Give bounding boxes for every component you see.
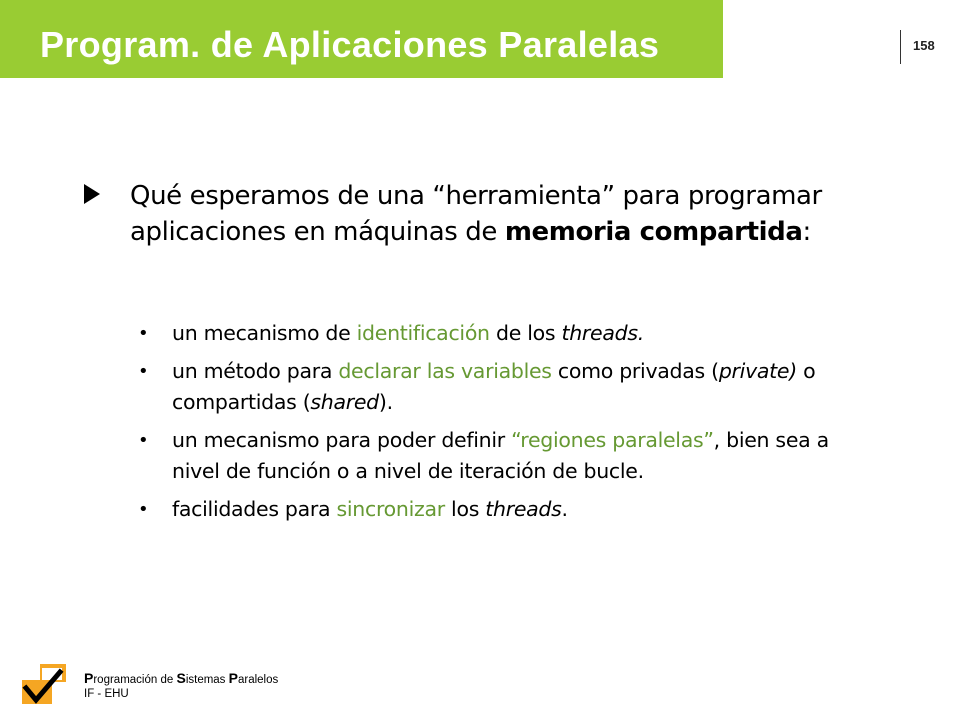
triangle-bullet-icon	[84, 184, 100, 204]
page-number: 158	[913, 38, 935, 53]
main-point-text: Qué esperamos de una “herramienta” para programar aplicaciones en máquinas de	[130, 181, 822, 247]
item-italic: private)	[718, 359, 797, 383]
item-highlight: declarar las variables	[338, 359, 552, 383]
item-text: un mecanismo de	[172, 321, 357, 345]
item-highlight: “regiones paralelas”	[511, 428, 714, 452]
footer-cap: P	[84, 670, 94, 686]
footer-text: aralelos	[237, 674, 279, 686]
list-item	[136, 356, 881, 418]
item-italic: shared	[310, 390, 379, 414]
footer-cap: P	[228, 670, 238, 686]
footer-cap: S	[176, 670, 186, 686]
main-point-bold: memoria compartida	[504, 217, 803, 247]
item-text: , bien sea a nivel de función o a nivel de iteración de bucle.	[172, 428, 829, 483]
footer-text: istemas	[185, 674, 229, 686]
item-italic: threads	[485, 497, 562, 521]
item-text: los	[444, 497, 486, 521]
item-text: como privadas (	[551, 359, 719, 383]
bullet-dot-icon: •	[138, 323, 149, 344]
footer-institution: IF - EHU	[84, 688, 129, 700]
sub-list	[136, 318, 881, 532]
item-text: de los	[489, 321, 562, 345]
checkmark-logo-icon	[20, 662, 68, 706]
main-point-colon: :	[802, 217, 811, 247]
page-title: Program. de Aplicaciones Paralelas	[40, 24, 660, 65]
item-italic: threads.	[561, 321, 644, 345]
item-text: o compartidas (	[172, 359, 816, 414]
bullet-dot-icon: •	[138, 499, 149, 520]
footer-course-name	[84, 670, 278, 686]
item-text: ).	[378, 390, 393, 414]
footer-text: de	[160, 674, 177, 686]
item-text: facilidades para	[172, 497, 337, 521]
item-text: un método para	[172, 359, 339, 383]
footer-text: rogramación	[93, 674, 161, 686]
list-item	[136, 425, 881, 487]
list-item	[136, 318, 881, 349]
item-highlight: identificación	[356, 321, 490, 345]
list-item	[136, 494, 881, 525]
item-text: .	[561, 497, 568, 521]
bullet-dot-icon: •	[138, 430, 149, 451]
item-highlight: sincronizar	[336, 497, 445, 521]
main-point	[130, 178, 880, 250]
item-text: un mecanismo para poder definir	[172, 428, 512, 452]
bullet-dot-icon: •	[138, 361, 149, 382]
page-number-divider	[900, 30, 901, 64]
